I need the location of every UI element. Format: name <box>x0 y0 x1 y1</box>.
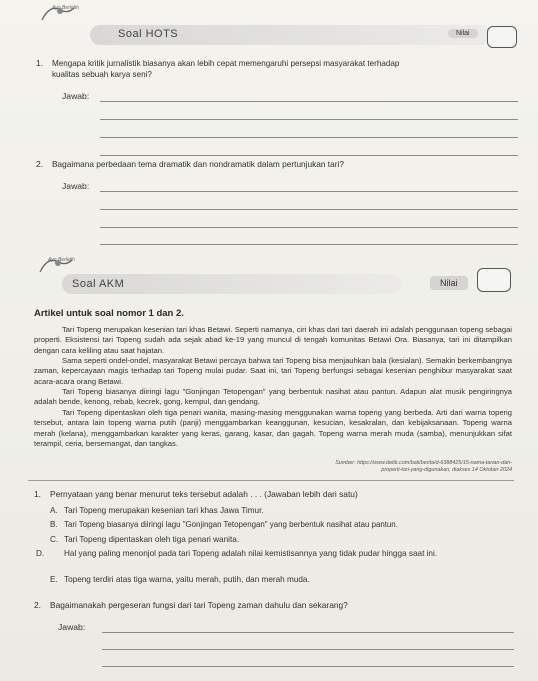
option-text: Topeng terdiri atas tiga warna, yaitu merah, putih, dan merah muda. <box>64 575 310 584</box>
answer-line[interactable] <box>100 244 518 245</box>
option-letter: A. <box>50 506 58 515</box>
option-c[interactable] <box>50 535 510 546</box>
akm-nilai-label: Nilai <box>430 276 468 290</box>
option-text: Tari Topeng dipentaskan oleh tiga penari wanita. <box>64 535 240 544</box>
option-b[interactable] <box>50 520 520 531</box>
hots-q2-number: 2. <box>36 159 44 169</box>
hots-q2-answer-label: Jawab: <box>62 181 90 191</box>
option-letter: C. <box>50 535 59 544</box>
answer-line[interactable] <box>100 119 518 120</box>
answer-line[interactable] <box>102 632 514 633</box>
answer-line[interactable] <box>100 209 518 210</box>
akm-q2-number: 2. <box>34 600 41 610</box>
answer-line[interactable] <box>100 227 518 228</box>
option-letter: B. <box>50 520 58 529</box>
option-text: Hal yang paling menonjol pada tari Topeng adalah nilai kemistisannya yang tidak pudar hingga saat ini. <box>64 549 438 558</box>
akm-logo-text: Ayo Berlatih <box>48 257 75 263</box>
article-paragraph: Tari Topeng merupakan kesenian tari khas Betawi. Seperti namanya, ciri khas dari tari daerah ini adalah penggunaan topeng sebagai properti. Eksistensi tari Topeng sudah ada sejak abad ke-19 yang muncul di tengah komunitas Betawi Ora. Biasanya, tari ini ditampilkan dengan cara keliling atau saat hajatan. <box>34 325 512 355</box>
option-text: Tari Topeng merupakan kesenian tari khas Jawa Timur. <box>64 506 264 515</box>
answer-line[interactable] <box>100 101 518 102</box>
article-paragraph: Sama seperti ondel-ondel, masyarakat Betawi percaya bahwa tari Topeng bisa menjauhkan bala (kesialan). Semakin berkembangnya zaman, kepercayaan magis terhadap tari Topeng mulai pudar. Saat ini, tari Topeng berfungsi sebagai kesenian penghibur masyarakat saat acara-acara orang Betawi. <box>34 356 512 386</box>
akm-q2-answer-label: Jawab: <box>58 622 86 632</box>
hots-title: Soal HOTS <box>118 28 179 40</box>
article-paragraph: Tari Topeng dipentaskan oleh tiga penari wanita, masing-masing menggunakan warna topeng yang berbeda. Arti dari warna topeng tersebut, antara lain topeng warna putih (panji) menggambarkan keanggunan, kesucian, kesakralan, dan kebijaksanaan. Topeng warna merah (kelana), menggambarkan karakter yang keras, garang, kasar, dan gagah. Topeng warna merah muda (samba), menunjukkan sifat terampil, ceria, bersemangat, dan tangkas. <box>34 408 512 449</box>
option-letter: D. <box>36 549 45 558</box>
hots-logo-text: Ayo Berlatih <box>52 5 79 11</box>
hots-q1-answer-label: Jawab: <box>62 91 90 101</box>
hots-q2-text: Bagaimana perbedaan tema dramatik dan nondramatik dalam pertunjukan tari? <box>52 159 344 169</box>
section-divider <box>28 480 514 481</box>
akm-nilai-box[interactable] <box>477 268 511 292</box>
option-letter: E. <box>50 575 58 584</box>
article-title: Artikel untuk soal nomor 1 dan 2. <box>34 308 184 319</box>
option-a[interactable] <box>50 506 510 517</box>
hots-nilai-box[interactable] <box>487 26 517 48</box>
answer-line[interactable] <box>100 137 518 138</box>
answer-line[interactable] <box>102 666 514 667</box>
answer-line[interactable] <box>102 649 514 650</box>
akm-title: Soal AKM <box>72 278 125 290</box>
option-text: Tari Topeng biasanya diiringi lagu "Gonjingan Tetopengan" yang berbentuk nasihat atau pantun. <box>64 520 398 529</box>
option-d[interactable] <box>36 549 512 560</box>
answer-line[interactable] <box>100 155 518 156</box>
hots-q1-text-line2: kualitas sebuah karya seni? <box>52 70 152 79</box>
article-source-line2: properti-tari-yang-digunakan, diakses 14 Oktober 2024 <box>381 467 512 473</box>
option-e[interactable] <box>50 575 510 586</box>
akm-q2-text: Bagaimanakah pergeseran fungsi dari tari Topeng zaman dahulu dan sekarang? <box>50 600 348 610</box>
akm-q1-text: Pernyataan yang benar menurut teks tersebut adalah . . . (Jawaban lebih dari satu) <box>50 489 358 499</box>
answer-line[interactable] <box>100 191 518 192</box>
article-paragraph: Tari Topeng biasanya diiringi lagu "Gonjingan Tetopengan" yang berbentuk nasihat atau pantun. Adapun alat musik pengiringnya adalah bende, kenong, rebab, kecrek, gong, kempul, dan gendang. <box>34 387 512 407</box>
akm-q1-number: 1. <box>34 489 41 499</box>
hots-nilai-label: Nilai <box>448 29 478 38</box>
hots-q1-text-line1: Mengapa kritik jurnalistik biasanya akan lebih cepat memengaruhi persepsi masyarakat terhadap <box>52 59 400 68</box>
hots-q1-number: 1. <box>36 58 44 68</box>
article-source-line1: Sumber: https://www.detik.com/bali/berita/d-6388425/15-nama-tarian-dan- <box>335 460 512 466</box>
